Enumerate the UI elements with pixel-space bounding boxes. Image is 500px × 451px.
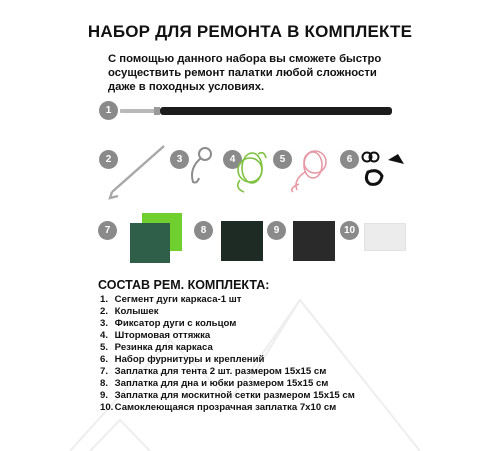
badge-7: 7 [98, 221, 117, 240]
storm-guyline-image [230, 146, 270, 194]
badge-5: 5 [273, 150, 292, 169]
pole-segment-image [120, 104, 395, 118]
tent-patch-image [130, 213, 185, 263]
list-item: 1. Сегмент дуги каркаса-1 шт [100, 294, 242, 305]
badge-3: 3 [170, 150, 189, 169]
list-item: 3. Фиксатор дуги с кольцом [100, 318, 237, 329]
page-subtitle: С помощью данного набора вы сможете быстро осуществить ремонт палатки любой сложности даже в походных условиях. [108, 53, 382, 93]
frame-elastic-image [285, 144, 333, 194]
list-item: 2. Колышек [100, 306, 159, 317]
transparent-patch-image [364, 223, 406, 251]
list-item: 9. Заплатка для москитной сетки размером 15х15 см [100, 390, 355, 401]
list-item: 7. Заплатка для тента 2 шт. размером 15х15 см [100, 366, 327, 377]
mesh-patch-image [293, 221, 335, 261]
list-item: 4. Штормовая оттяжка [100, 330, 211, 341]
badge-8: 8 [194, 221, 213, 240]
badge-1: 1 [99, 101, 118, 120]
list-item: 6. Набор фурнитуры и креплений [100, 354, 265, 365]
badge-4: 4 [223, 150, 242, 169]
badge-10: 10 [340, 221, 359, 240]
page-title: НАБОР ДЛЯ РЕМОНТА В КОМПЛЕКТЕ [87, 22, 413, 41]
kit-list [100, 294, 355, 414]
badge-6: 6 [340, 150, 359, 169]
pole-clip-ring-image [183, 144, 217, 186]
list-item: 5. Резинка для каркаса [100, 342, 213, 353]
badge-2: 2 [99, 150, 118, 169]
badge-9: 9 [267, 221, 286, 240]
kit-heading: СОСТАВ РЕМ. КОМПЛЕКТА: [98, 278, 270, 292]
list-item: 10. Самоклеющаяся прозрачная заплатка 7х10 см [100, 402, 337, 413]
list-item: 8. Заплатка для дна и юбки размером 15х15 см [100, 378, 329, 389]
stake-image [102, 142, 172, 202]
floor-patch-image [221, 221, 263, 261]
fittings-set-image [360, 150, 408, 194]
